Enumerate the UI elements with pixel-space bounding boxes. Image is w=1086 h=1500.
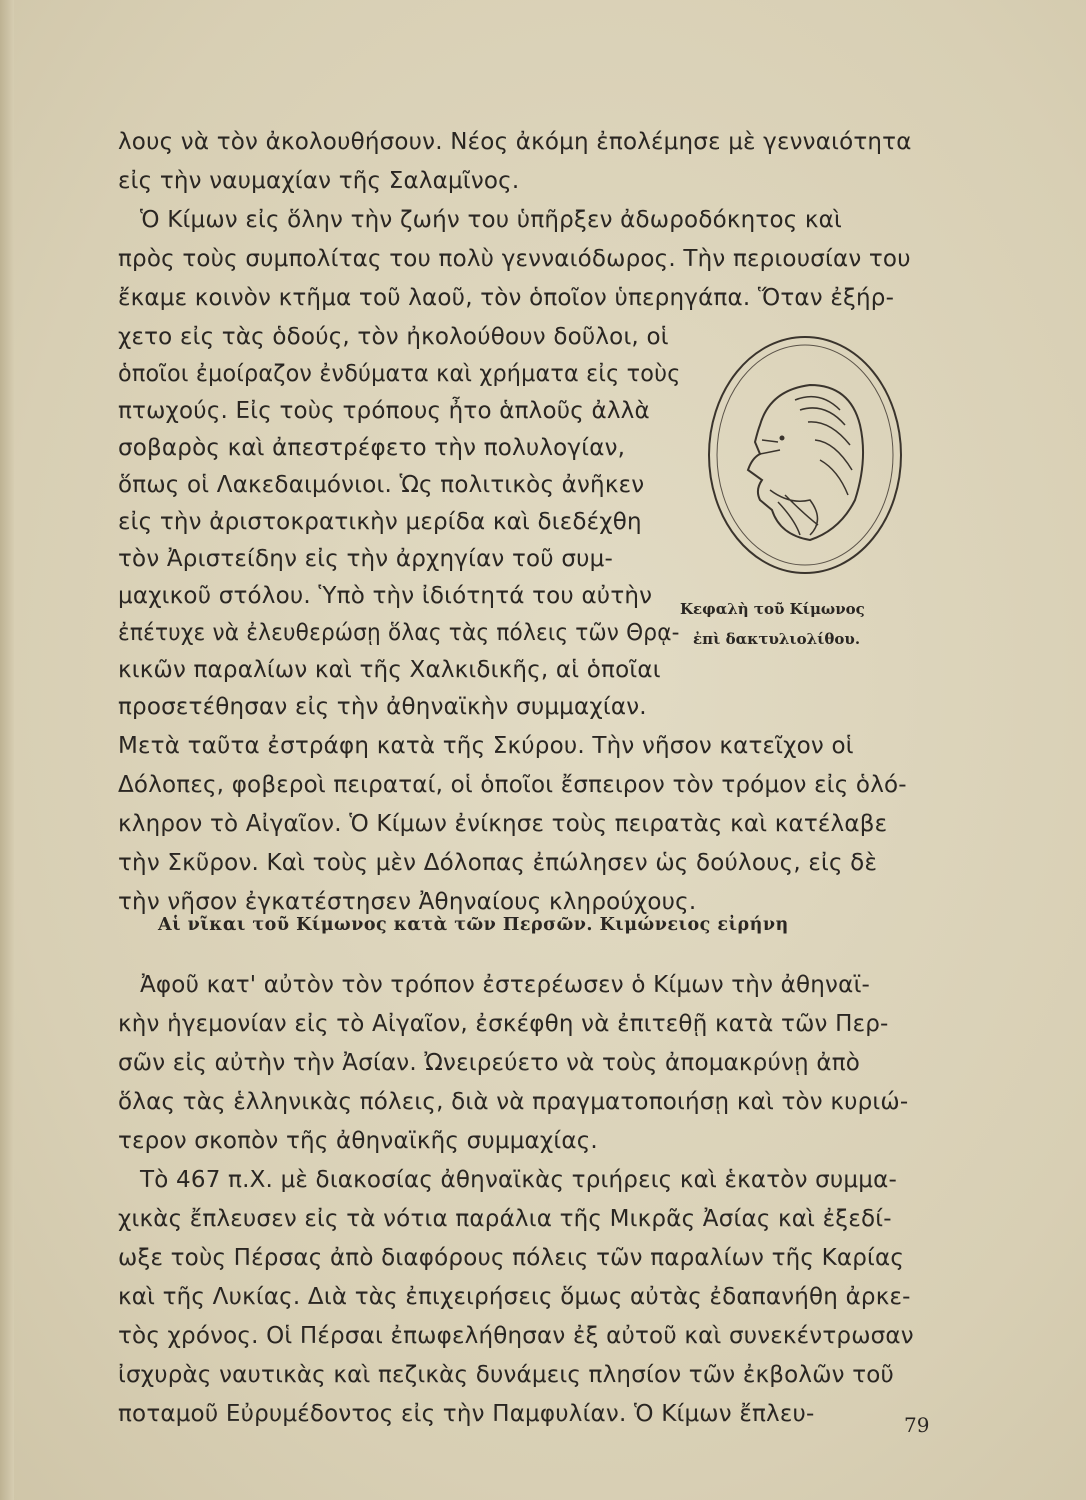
text-line: τερον σκοπὸν τῆς ἀθηναϊκῆς συμμαχίας. xyxy=(118,1128,598,1154)
text-line: σῶν εἰς αὐτὴν τὴν Ἀσίαν. Ὠνειρεύετο νὰ τοὺς ἀπομακρύνῃ ἀπὸ xyxy=(118,1050,861,1076)
page-number: 79 xyxy=(904,1413,930,1437)
text-line: Ὁ Κίμων εἰς ὅλην τὴν ζωήν του ὑπῆρξεν ἀδωροδόκητος καὶ xyxy=(140,207,843,233)
text-line: ποταμοῦ Εὐρυμέδοντος εἰς τὴν Παμφυλίαν. Ὁ Κίμων ἔπλευ- xyxy=(118,1401,815,1427)
text-line: λους νὰ τὸν ἀκολουθήσουν. Νέος ἀκόμη ἐπολέμησε μὲ γενναιότητα xyxy=(118,129,912,155)
text-line: χικὰς ἔπλευσεν εἰς τὰ νότια παράλια τῆς Μικρᾶς Ἀσίας καὶ ἐξεδί- xyxy=(118,1206,892,1232)
text-line: πτωχούς. Εἰς τοὺς τρόπους ἦτο ἁπλοῦς ἀλλὰ xyxy=(118,398,650,424)
text-line: τὴν Σκῦρον. Καὶ τοὺς μὲν Δόλοπας ἐπώλησεν ὡς δούλους, εἰς δὲ xyxy=(118,850,878,876)
text-line: μαχικοῦ στόλου. Ὑπὸ τὴν ἰδιότητά του αὐτὴν xyxy=(118,583,653,609)
text-line: σοβαρὸς καὶ ἀπεστρέφετο τὴν πολυλογίαν, xyxy=(118,435,626,461)
text-line: ὅλας τὰς ἑλληνικὰς πόλεις, διὰ νὰ πραγματοποιήσῃ καὶ τὸν κυριώ- xyxy=(118,1089,909,1115)
text-line: ἰσχυρὰς ναυτικὰς καὶ πεζικὰς δυνάμεις πλησίον τῶν ἐκβολῶν τοῦ xyxy=(118,1362,895,1388)
section-heading: Αἱ νῖκαι τοῦ Κίμωνος κατὰ τῶν Περσῶν. Κιμώνειος εἰρήνη xyxy=(158,915,789,935)
text-line: ὁποῖοι ἐμοίραζον ἐνδύματα καὶ χρήματα εἰς τοὺς xyxy=(118,361,681,387)
figure-caption-line2: ἐπὶ δακτυλιολίθου. xyxy=(693,630,861,648)
text-line: χετο εἰς τὰς ὁδούς, τὸν ἠκολούθουν δοῦλοι, οἱ xyxy=(118,324,669,350)
text-line: κικῶν παραλίων καὶ τῆς Χαλκιδικῆς, αἱ ὁποῖαι xyxy=(118,657,661,683)
text-line: εἰς τὴν ναυμαχίαν τῆς Σαλαμῖνος. xyxy=(118,168,520,194)
text-line: τὴν νῆσον ἐγκατέστησεν Ἀθηναίους κληρούχους. xyxy=(118,889,697,915)
text-line: τὸς χρόνος. Οἱ Πέρσαι ἐπωφελήθησαν ἐξ αὐτοῦ καὶ συνεκέντρωσαν xyxy=(118,1323,914,1349)
text-line: Μετὰ ταῦτα ἐστράφη κατὰ τῆς Σκύρου. Τὴν νῆσον κατεῖχον οἱ xyxy=(118,733,854,759)
text-line: τὸν Ἀριστείδην εἰς τὴν ἀρχηγίαν τοῦ συμ- xyxy=(118,546,613,572)
text-line: κληρον τὸ Αἰγαῖον. Ὁ Κίμων ἐνίκησε τοὺς πειρατὰς καὶ κατέλαβε xyxy=(118,811,888,837)
kimon-head-gem-illustration xyxy=(700,330,910,585)
text-line: Δόλοπες, φοβεροὶ πειραταί, οἱ ὁποῖοι ἔσπειρον τὸν τρόμον εἰς ὁλό- xyxy=(118,772,907,798)
text-line: ἐπέτυχε νὰ ἐλευθερώσῃ ὅλας τὰς πόλεις τῶν Θρᾳ- xyxy=(118,620,680,646)
text-line: κὴν ἡγεμονίαν εἰς τὸ Αἰγαῖον, ἐσκέφθη νὰ ἐπιτεθῇ κατὰ τῶν Περ- xyxy=(118,1011,889,1037)
text-line: ἔκαμε κοινὸν κτῆμα τοῦ λαοῦ, τὸν ὁποῖον ὑπερηγάπα. Ὅταν ἐξήρ- xyxy=(118,285,895,311)
text-line: Τὸ 467 π.Χ. μὲ διακοσίας ἀθηναϊκὰς τριήρεις καὶ ἑκατὸν συμμα- xyxy=(140,1167,897,1193)
figure-caption-line1: Κεφαλὴ τοῦ Κίμωνος xyxy=(680,600,865,618)
text-line: Ἀφοῦ κατ' αὐτὸν τὸν τρόπον ἐστερέωσεν ὁ Κίμων τὴν ἀθηναϊ- xyxy=(140,972,870,998)
page-spine-edge xyxy=(0,0,14,1500)
text-line: ὅπως οἱ Λακεδαιμόνιοι. Ὡς πολιτικὸς ἀνῆκεν xyxy=(118,472,645,498)
text-line: προσετέθησαν εἰς τὴν ἀθηναϊκὴν συμμαχίαν. xyxy=(118,694,647,720)
text-line: καὶ τῆς Λυκίας. Διὰ τὰς ἐπιχειρήσεις ὅμως αὐτὰς ἐδαπανήθη ἀρκε- xyxy=(118,1284,911,1310)
text-line: εἰς τὴν ἀριστοκρατικὴν μερίδα καὶ διεδέχθη xyxy=(118,509,642,535)
text-line: πρὸς τοὺς συμπολίτας του πολὺ γενναιόδωρος. Τὴν περιουσίαν του xyxy=(118,246,911,272)
text-line: ωξε τοὺς Πέρσας ἀπὸ διαφόρους πόλεις τῶν παραλίων τῆς Καρίας xyxy=(118,1245,905,1271)
